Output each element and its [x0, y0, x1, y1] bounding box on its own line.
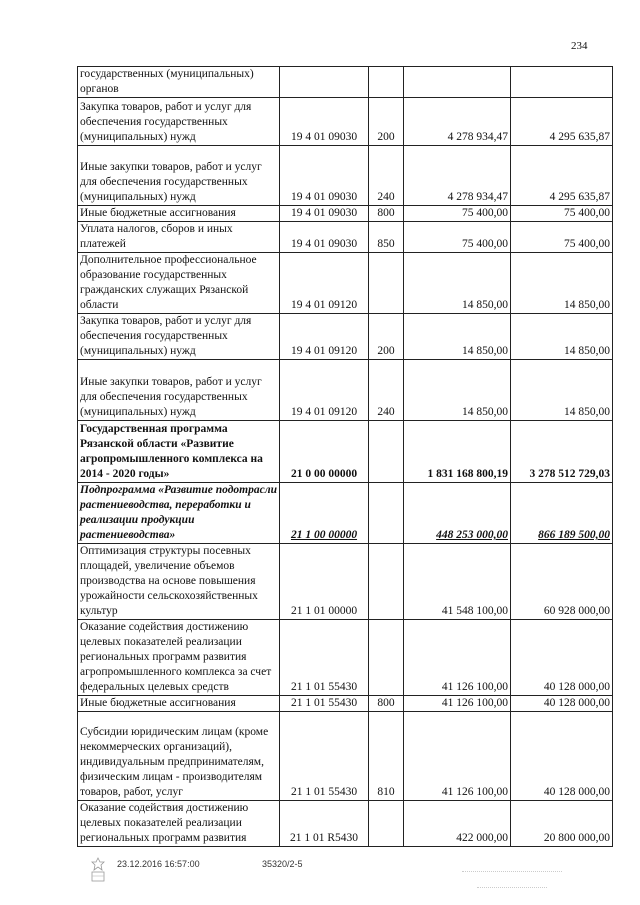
row-value-2016-cell: 4 278 934,47	[404, 98, 511, 146]
row-value-2017-cell: 60 928 000,00	[511, 544, 613, 620]
row-value-2016-cell: 448 253 000,00	[404, 483, 511, 544]
coat-of-arms-icon	[88, 856, 108, 884]
row-type-cell	[369, 67, 404, 98]
row-value-2016-cell: 41 548 100,00	[404, 544, 511, 620]
row-value-2017-cell: 40 128 000,00	[511, 620, 613, 696]
row-type-cell: 200	[369, 98, 404, 146]
row-value-2017-cell: 75 400,00	[511, 206, 613, 222]
row-code-cell: 21 1 01 55430	[280, 696, 369, 712]
row-code-cell: 21 1 01 00000	[280, 544, 369, 620]
table-row	[78, 696, 613, 712]
row-value-2016-cell: 41 126 100,00	[404, 620, 511, 696]
row-value-2017-cell: 14 850,00	[511, 253, 613, 314]
table-row	[78, 206, 613, 222]
row-value-2016-cell: 422 000,00	[404, 801, 511, 847]
row-name-cell: Дополнительное профессиональное образование государственных гражданских служащих Рязанской области	[78, 253, 280, 314]
row-code-cell: 21 1 01 55430	[280, 620, 369, 696]
budget-table	[77, 66, 613, 847]
row-name-cell: Оказание содействия достижению целевых показателей реализации региональных программ развития агропромышленного комплекса за счет федеральных целевых средств	[78, 620, 280, 696]
row-value-2016-cell: 75 400,00	[404, 206, 511, 222]
row-name-cell: Оказание содействия достижению целевых показателей реализации региональных программ развития	[78, 801, 280, 847]
row-value-2016-cell: 4 278 934,47	[404, 146, 511, 206]
table-row	[78, 483, 613, 544]
row-value-2017-cell	[511, 67, 613, 98]
faded-stamp	[452, 856, 572, 888]
row-type-cell	[369, 253, 404, 314]
table-row	[78, 222, 613, 253]
row-type-cell	[369, 544, 404, 620]
row-code-cell: 19 4 01 09120	[280, 253, 369, 314]
row-value-2017-cell: 866 189 500,00	[511, 483, 613, 544]
row-type-cell: 240	[369, 146, 404, 206]
row-name-cell: Государственная программа Рязанской области «Развитие агропромышленного комплекса на 2014 - 2020 годы»	[78, 421, 280, 483]
row-code-cell: 19 4 01 09120	[280, 360, 369, 421]
row-value-2017-cell: 14 850,00	[511, 314, 613, 360]
row-type-cell	[369, 620, 404, 696]
row-type-cell	[369, 801, 404, 847]
row-name-cell: Иные бюджетные ассигнования	[78, 206, 280, 222]
row-value-2016-cell: 1 831 168 800,19	[404, 421, 511, 483]
table-row	[78, 544, 613, 620]
row-name-cell: Иные бюджетные ассигнования	[78, 696, 280, 712]
row-value-2016-cell: 75 400,00	[404, 222, 511, 253]
table-row	[78, 67, 613, 98]
budget-table-body	[78, 67, 613, 847]
row-value-2017-cell: 40 128 000,00	[511, 696, 613, 712]
row-type-cell: 850	[369, 222, 404, 253]
row-value-2017-cell: 4 295 635,87	[511, 146, 613, 206]
row-value-2017-cell: 75 400,00	[511, 222, 613, 253]
row-code-cell: 21 1 00 00000	[280, 483, 369, 544]
table-row	[78, 360, 613, 421]
row-code-cell: 21 1 01 R5430	[280, 801, 369, 847]
row-type-cell: 800	[369, 696, 404, 712]
page-number: 234	[571, 40, 588, 52]
table-row	[78, 712, 613, 801]
table-row	[78, 146, 613, 206]
row-code-cell: 19 4 01 09120	[280, 314, 369, 360]
table-row	[78, 801, 613, 847]
row-value-2016-cell: 14 850,00	[404, 314, 511, 360]
row-name-cell: Закупка товаров, работ и услуг для обеспечения государственных (муниципальных) нужд	[78, 314, 280, 360]
row-value-2016-cell	[404, 67, 511, 98]
footer-datetime: 23.12.2016 16:57:00	[117, 859, 200, 869]
row-type-cell	[369, 421, 404, 483]
row-type-cell: 200	[369, 314, 404, 360]
table-row	[78, 314, 613, 360]
row-name-cell: Закупка товаров, работ и услуг для обеспечения государственных (муниципальных) нужд	[78, 98, 280, 146]
row-name-cell: Подпрограмма «Развитие подотрасли растениеводства, переработки и реализации продукции растениеводства»	[78, 483, 280, 544]
row-value-2017-cell: 40 128 000,00	[511, 712, 613, 801]
row-value-2017-cell: 14 850,00	[511, 360, 613, 421]
row-code-cell: 19 4 01 09030	[280, 206, 369, 222]
row-value-2016-cell: 14 850,00	[404, 360, 511, 421]
footer-doc-number: 35320/2-5	[262, 859, 303, 869]
row-type-cell	[369, 483, 404, 544]
row-value-2017-cell: 20 800 000,00	[511, 801, 613, 847]
row-name-cell: Иные закупки товаров, работ и услуг для обеспечения государственных (муниципальных) нужд	[78, 360, 280, 421]
table-row	[78, 620, 613, 696]
row-type-cell: 240	[369, 360, 404, 421]
row-code-cell	[280, 67, 369, 98]
row-code-cell: 21 1 01 55430	[280, 712, 369, 801]
row-value-2017-cell: 4 295 635,87	[511, 98, 613, 146]
row-code-cell: 19 4 01 09030	[280, 98, 369, 146]
row-name-cell: Субсидии юридическим лицам (кроме некоммерческих организаций), индивидуальным предпринимателям, физическим лицам - производителям товаров, работ, услуг	[78, 712, 280, 801]
row-code-cell: 21 0 00 00000	[280, 421, 369, 483]
row-value-2016-cell: 41 126 100,00	[404, 712, 511, 801]
row-code-cell: 19 4 01 09030	[280, 146, 369, 206]
row-name-cell: Уплата налогов, сборов и иных платежей	[78, 222, 280, 253]
row-name-cell: Иные закупки товаров, работ и услуг для обеспечения государственных (муниципальных) нужд	[78, 146, 280, 206]
row-value-2017-cell: 3 278 512 729,03	[511, 421, 613, 483]
row-code-cell: 19 4 01 09030	[280, 222, 369, 253]
table-row	[78, 98, 613, 146]
row-name-cell: Оптимизация структуры посевных площадей, увеличение объемов производства на основе повышения урожайности сельскохозяйственных культур	[78, 544, 280, 620]
row-type-cell: 800	[369, 206, 404, 222]
row-type-cell: 810	[369, 712, 404, 801]
page-footer	[0, 856, 640, 896]
table-row	[78, 253, 613, 314]
row-name-cell: государственных (муниципальных) органов	[78, 67, 280, 98]
row-value-2016-cell: 41 126 100,00	[404, 696, 511, 712]
table-row	[78, 421, 613, 483]
row-value-2016-cell: 14 850,00	[404, 253, 511, 314]
